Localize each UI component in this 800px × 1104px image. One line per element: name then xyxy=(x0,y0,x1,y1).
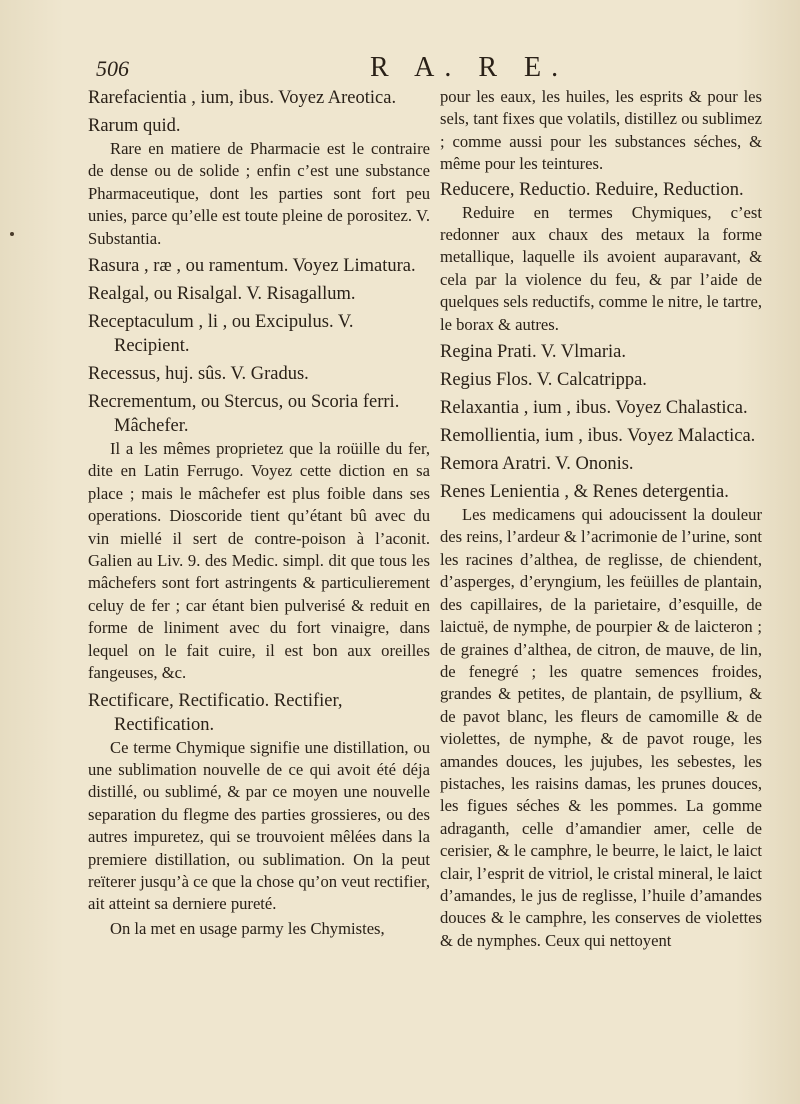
entry-heading: Regius Flos. V. Calcatrippa. xyxy=(440,370,647,391)
entry-heading: Remora Aratri. V. Ononis. xyxy=(440,454,634,475)
entry-body: Les medicamens qui adoucissent la douleur des reins, l’ardeur & l’acrimonie de l’urine, sont les racines d’althea, de reglisse, de chiendent, d’asperges, d’eryngium, les feüilles de plantain, des capillaires, de la parietaire, d’esquille, de laictuë, de nymphe, de pourpier & de laicteron ; de graines d’althea, de citron, de mauve, de lin, de fenegré ; les quatre semences froides, grandes & petites, de plantain, de psyllium, & de pavot blanc, les fleurs de camomille & de violettes, de nymphe, & de pavot rouge, les amandes douces, les jujubes, les sebestes, les pistaches, les raisins damas, les prunes douces, les figues séches & les pommes. La gomme adraganth, celle d’amandier amer, celle de cerisier, & le camphre, le beurre, le laict, le laict clair, l’esprit de vitriol, le cristal mineral, le laict d’amandes, le jus de reglisse, l’huile d’amandes douces & le camphre, les conserves de violettes & de nymphes. Ceux qui nettoyent xyxy=(440,505,762,950)
entry-body: Il a les mêmes proprietez que la roüille du fer, dite en Latin Ferrugo. Voyez cette diction en sa place ; mais le mâchefer est plus foible dans ses operations. Dioscoride tient qu’étant bû avec du vin miellé il sert de contre-poison à l’aconit. Galien au Liv. 9. des Medic. simpl. dit que tous les mâchefers sont fort astringents & particulierement celuy de fer ; car étant bien pulverisé & reduit en forme de liniment avec du fort vinaigre, dans lequel on le fait cuire, il est bon aux oreilles fangeuses, &c. xyxy=(88,439,430,683)
entry-heading: Remollientia, ium , ibus. Voyez Malactica. xyxy=(440,426,756,447)
page-header xyxy=(90,52,780,86)
entry-body: Ce terme Chymique signifie une distillation, ou une sublimation nouvelle de ce qui avoit été déja distillé, ou sublimé, & par ce moyen une nouvelle separation du flegme des parties grossieres, ou des autres impuretez, qui se trouvoient mêlées dans la premiere distillation, ou sublimation. On la peut reïterer jusqu’à ce que la chose qu’on veut rectifier, ait atteint sa derniere pureté. xyxy=(88,737,430,914)
entry-receptaculum xyxy=(88,310,430,358)
continued-text: pour les eaux, les huiles, les esprits & pour les sels, tant fixes que volatils, distillez ou sublimez ; comme aussi pour les substances séches, & même pour les teintures. xyxy=(440,87,762,174)
entry-heading: Rectificare, Rectificatio. Rectifier, Rectification. xyxy=(88,690,343,735)
entry-relaxantia xyxy=(440,396,762,420)
entry-realgal xyxy=(88,282,430,306)
entry-regius xyxy=(440,368,762,392)
entry-renes xyxy=(440,480,762,952)
entry-body-continued: On la met en usage parmy les Chymistes, xyxy=(110,918,385,938)
entry-regina xyxy=(440,340,762,364)
entry-rectificare xyxy=(88,689,430,941)
entry-body: Reduire en termes Chymiques, c’est redonner aux chaux des metaux la forme metallique, laquelle ils avoient auparavant, & cela par la violence du feu, & par l’aide de quelques sels reductifs, comme le nitre, le tartre, le borax & autres. xyxy=(440,202,762,334)
entry-remora xyxy=(440,452,762,476)
right-column xyxy=(440,86,762,956)
margin-mark xyxy=(10,232,14,236)
entry-remollientia xyxy=(440,424,762,448)
entry-rarum xyxy=(88,114,430,250)
entry-heading: Realgal, ou Risalgal. V. Risagallum. xyxy=(88,284,356,305)
entry-rarefacientia xyxy=(88,86,430,110)
running-head: R A. R E. xyxy=(370,52,569,83)
entry-rasura xyxy=(88,254,430,278)
entry-heading: Recrementum, ou Stercus, ou Scoria ferri. Mâchefer. xyxy=(88,392,400,437)
page-number: 506 xyxy=(96,56,129,81)
entry-recessus xyxy=(88,362,430,386)
entry-reducere xyxy=(440,178,762,336)
entry-heading: Recessus, huj. sûs. V. Gradus. xyxy=(88,364,309,385)
entry-body: Rare en matiere de Pharmacie est le contraire de dense ou de solide ; enfin c’est une substance Pharmaceutique, dont les parties sont fort peu unies, parce qu’elle est toute pleine de porositez. V. Substantia. xyxy=(88,139,430,248)
entry-heading: Renes Lenientia , & Renes detergentia. xyxy=(440,482,729,503)
entry-heading: Regina Prati. V. Vlmaria. xyxy=(440,342,627,363)
entry-heading: Receptaculum , li , ou Excipulus. V. Recipient. xyxy=(88,312,354,357)
entry-heading: Rarum quid. xyxy=(88,116,181,136)
entry-heading: Rasura , ræ , ou ramentum. Voyez Limatura. xyxy=(88,256,416,277)
entry-recrementum xyxy=(88,390,430,684)
left-column xyxy=(88,86,430,944)
entry-heading: Reducere, Reductio. Reduire, Reduction. xyxy=(440,179,744,200)
entry-heading: Relaxantia , ium , ibus. Voyez Chalastica. xyxy=(440,398,748,419)
entry-heading: Rarefacientia , ium, ibus. Voyez Areotica. xyxy=(88,88,397,108)
